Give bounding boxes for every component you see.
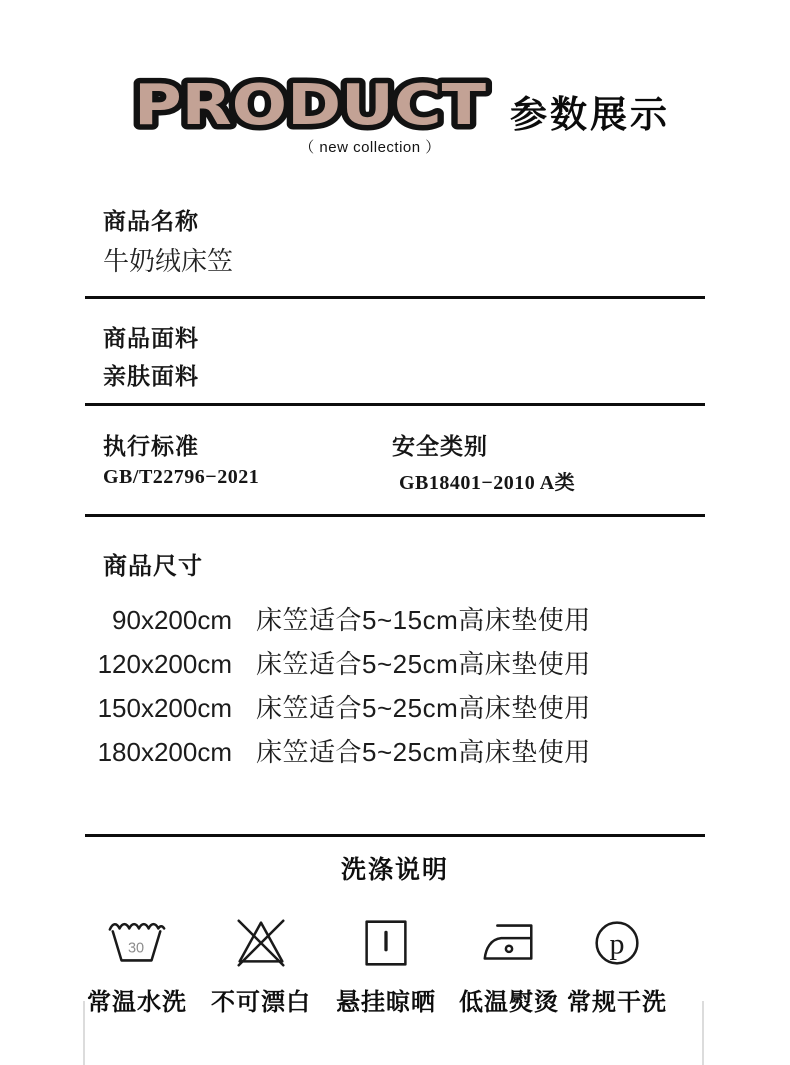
safety-category-heading: 安全类别 [392, 434, 488, 459]
size-description: 床笠适合5~25cm高床垫使用 [256, 693, 591, 723]
washing-section-heading: 洗涤说明 [340, 856, 449, 884]
washing-label: 常温水洗 [87, 989, 187, 1016]
washing-item [324, 912, 448, 1017]
size-value: 150x200cm [97, 693, 232, 723]
washing-label: 不可漂白 [211, 989, 311, 1016]
divider [85, 514, 705, 517]
divider [85, 403, 705, 406]
washing-item [555, 912, 679, 1017]
washing-item [199, 912, 323, 1017]
logo-subtitle: （ new collection ） [299, 139, 441, 156]
washing-item [447, 912, 571, 1017]
size-table [90, 600, 710, 776]
product-logo [128, 64, 500, 142]
fabric-value: 亲肤面料 [103, 364, 199, 389]
size-description: 床笠适合5~25cm高床垫使用 [256, 649, 591, 679]
dry-clean-badge: p [609, 927, 625, 961]
left-edge-line [83, 1001, 85, 1065]
iron-low-temp-icon [478, 912, 540, 974]
size-row [90, 600, 710, 644]
wash-30c-icon [106, 912, 168, 974]
wash-temp-badge: 30 [127, 940, 145, 957]
dry-clean-icon [586, 912, 648, 974]
size-row [90, 732, 710, 776]
no-bleach-icon [230, 912, 292, 974]
product-name-value: 牛奶绒床笠 [103, 246, 234, 276]
size-row [90, 644, 710, 688]
name-section-heading: 商品名称 [103, 209, 199, 234]
size-description: 床笠适合5~25cm高床垫使用 [256, 737, 591, 767]
size-section-heading: 商品尺寸 [103, 554, 203, 580]
size-row [90, 688, 710, 732]
washing-item [75, 912, 199, 1017]
washing-label: 低温熨烫 [459, 989, 559, 1016]
right-edge-line [702, 1001, 704, 1065]
size-description: 床笠适合5~15cm高床垫使用 [256, 605, 591, 635]
product-logo-text: PRODUCT [134, 73, 486, 138]
exec-standard-value: GB/T22796−2021 [103, 466, 260, 488]
washing-label: 悬挂晾晒 [336, 989, 436, 1016]
divider [85, 296, 705, 299]
washing-label: 常规干洗 [567, 989, 667, 1016]
size-value: 120x200cm [97, 649, 232, 679]
size-value: 90x200cm [112, 605, 232, 635]
hang-dry-icon [355, 912, 417, 974]
size-value: 180x200cm [97, 737, 232, 767]
exec-standard-heading: 执行标准 [103, 434, 199, 459]
page-title: 参数展示 [510, 94, 670, 135]
divider [85, 834, 705, 837]
safety-category-value: GB18401−2010 A类 [399, 472, 576, 494]
fabric-section-heading: 商品面料 [103, 326, 199, 351]
